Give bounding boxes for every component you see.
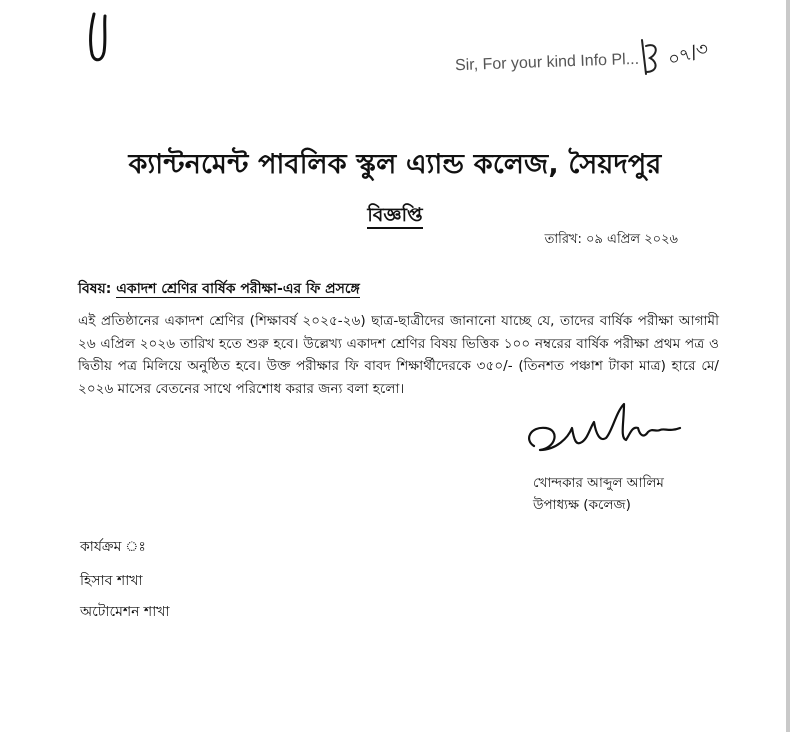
initial-mark-icon [634, 36, 664, 80]
notice-title-text: বিজ্ঞপ্তি [367, 204, 422, 229]
subject-text: একাদশ শ্রেণির বার্ষিক পরীক্ষা-এর ফি প্রসঙ্গে [116, 281, 360, 297]
handwritten-date: ০৭/৩ [665, 38, 712, 71]
signature-icon [520, 398, 690, 470]
page-edge [786, 0, 790, 732]
distribution-item: হিসাব শাখা [80, 573, 143, 589]
distribution-label: কার্যক্রম ঃ [80, 539, 146, 555]
notice-date: তারিখ: ০৯ এপ্রিল ২০২৬ [544, 232, 678, 247]
institution-name: ক্যান্টনমেন্ট পাবলিক স্কুল এ্যান্ড কলেজ, সৈয়দপুর [128, 149, 662, 180]
forward-note: Sir, For your kind Info Pl... [454, 50, 640, 75]
notice-body: এই প্রতিষ্ঠানের একাদশ শ্রেণির (শিক্ষাবর্ষ ২০২৫-২৬) ছাত্র-ছাত্রীদের জানানো যাচ্ছে যে, তাদের বার্ষিক পরীক্ষা আগামী ২৬ এপ্রিল ২০২৬ তারিখ হতে শুরু হবে। উল্লেখ্য একাদশ শ্রেণির বিষয় ভিত্তিক ১০০ নম্বরের বার্ষিক পরীক্ষা প্রথম পত্র ও দ্বিতীয় পত্র মিলিয়ে অনুষ্ঠিত হবে। উক্ত পরীক্ষার ফি বাবদ শিক্ষার্থীদেরকে ৩৫০/- (তিনশত পঞ্চাশ টাকা মাত্র) হারে মে/২০২৬ মাসের বেতনের সাথে পরিশোধ করার জন্য বলা হলো। [78, 313, 719, 397]
distribution-item: অটোমেশন শাখা [80, 604, 170, 620]
signatory-name: খোন্দকার আব্দুল আলিম [533, 475, 664, 491]
subject-label: বিষয়: [78, 281, 112, 297]
notice-title [0, 201, 790, 233]
signatory-designation: উপাধ্যক্ষ (কলেজ) [533, 497, 631, 513]
handwritten-mark-icon [84, 10, 114, 66]
subject-line [78, 277, 360, 301]
